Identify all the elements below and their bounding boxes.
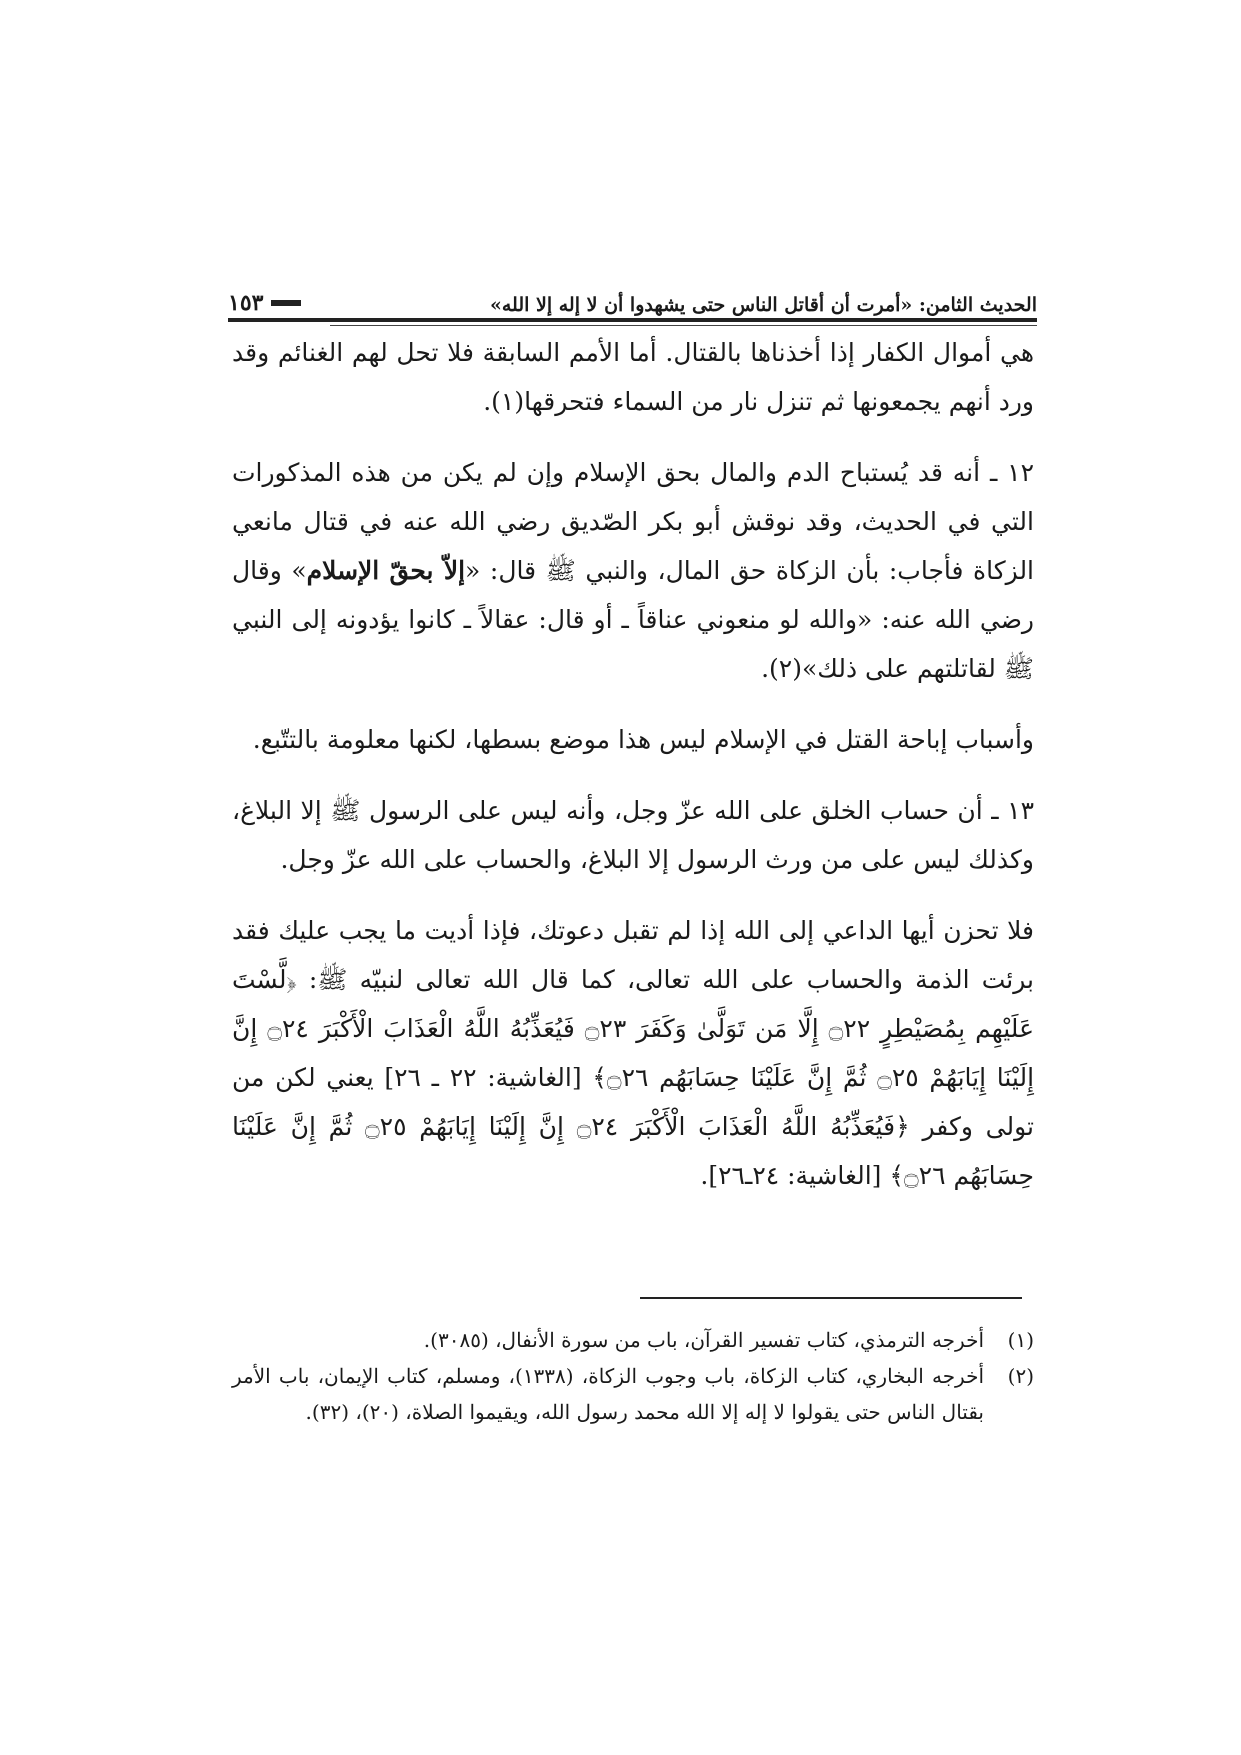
paragraph-text: ١٢ ـ أنه قد يُستباح الدم والمال بحق الإسلام وإن لم يكن من هذه المذكورات التي في الحديث، وقد نوقش أبو بكر الصّديق رضي الله عنه في قتال مانعي الزكاة فأجاب: بأن الزكاة حق المال، والنبي ﷺ قال: « [232, 458, 1035, 585]
running-title: الحديث الثامن: «أمرت أن أقاتل الناس حتى يشهدوا أن لا إله إلا الله» [489, 294, 1037, 316]
footnote-text: أخرجه الترمذي، كتاب تفسير القرآن، باب من سورة الأنفال، (٣٠٨٥). [423, 1328, 984, 1352]
paragraph: هي أموال الكفار إذا أخذناها بالقتال. أما الأمم السابقة فلا تحل لهم الغنائم وقد ورد أنهم يجمعونها ثم تنزل نار من السماء فتحرقها(١). [232, 338, 1034, 416]
footnote [232, 1322, 1034, 1358]
header-rule-thin [330, 325, 1037, 326]
footnote [232, 1358, 1034, 1430]
page-number-bar [271, 300, 301, 306]
hadith-quote: إلاّ بحقّ الإسلام [306, 556, 466, 585]
footnote-number: (٢) [1007, 1364, 1034, 1388]
page-number [228, 290, 301, 316]
footnote-text: أخرجه البخاري، كتاب الزكاة، باب وجوب الزكاة، (١٣٣٨)، ومسلم، كتاب الإيمان، باب الأمر بقتال الناس حتى يقولوا لا إله إلا الله محمد رسول الله، ويقيموا الصلاة، (٢٠)، (٣٢). [232, 1364, 985, 1424]
paragraph [232, 448, 1034, 693]
paragraph: وأسباب إباحة القتل في الإسلام ليس هذا موضع بسطها، لكنها معلومة بالتتّبع. [252, 725, 1034, 754]
page-number-text: ١٥٣ [228, 290, 264, 316]
header-rule [228, 318, 1037, 322]
footnotes [232, 1322, 1034, 1430]
footnote-separator [640, 1297, 1022, 1299]
paragraph-text: » وقال رضي الله عنه: «والله لو منعوني عناقاً ـ أو قال: عقالاً ـ كانوا يؤدونه إلى النبي ﷺ لقاتلتهم على ذلك»(٢). [232, 556, 1034, 683]
footnote-number: (١) [1007, 1328, 1034, 1352]
paragraph: فلا تحزن أيها الداعي إلى الله إذا لم تقبل دعوتك، فإذا أديت ما يجب عليك فقد برئت الذمة والحساب على الله تعالى، كما قال الله تعالى لنبيّه ﷺ: ﴿لَّسْتَ عَلَيْهِم بِمُصَيْطِرٍ ۝٢٢ إِلَّا مَن تَوَلَّىٰ وَكَفَرَ ۝٢٣ فَيُعَذِّبُهُ اللَّهُ الْعَذَابَ الْأَكْبَرَ ۝٢٤ إِنَّ إِلَيْنَا إِيَابَهُمْ ۝٢٥ ثُمَّ إِنَّ عَلَيْنَا حِسَابَهُم ۝٢٦﴾ [الغاشية: ٢٢ ـ ٢٦] يعني لكن من تولى وكفر ﴿فَيُعَذِّبُهُ اللَّهُ الْعَذَابَ الْأَكْبَرَ ۝٢٤ إِنَّ إِلَيْنَا إِيَابَهُمْ ۝٢٥ ثُمَّ إِنَّ عَلَيْنَا حِسَابَهُم ۝٢٦﴾ [الغاشية: ٢٤ـ٢٦]. [232, 916, 1035, 1190]
main-text [232, 328, 1034, 1222]
page-header [228, 272, 1037, 316]
paragraph: ١٣ ـ أن حساب الخلق على الله عزّ وجل، وأنه ليس على الرسول ﷺ إلا البلاغ، وكذلك ليس على من ورث الرسول إلا البلاغ، والحساب على الله عزّ وجل. [232, 796, 1034, 874]
